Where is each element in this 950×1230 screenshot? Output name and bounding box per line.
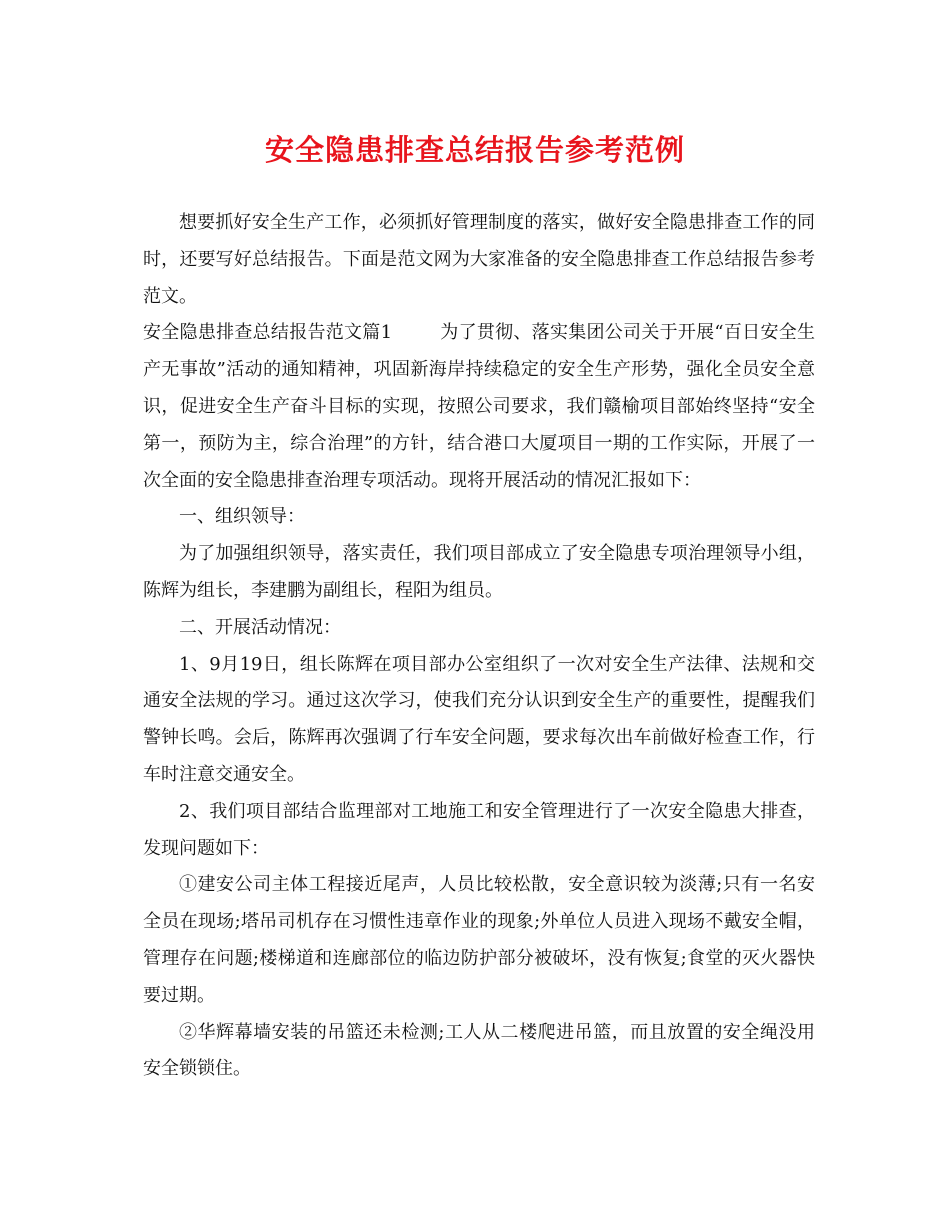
finding1-paragraph: ①建安公司主体工程接近尾声，人员比较松散，安全意识较为淡薄;只有一名安全员在现场;塔吊司机存在习惯性违章作业的现象;外单位人员进入现场不戴安全帽，管理存在问题;楼梯道和连廊部位的临边防护部分被破坏，没有恢复;食堂的灭火器快要过期。 <box>143 874 815 1006</box>
sample-paragraph <box>143 315 815 499</box>
sample-intro: 为了贯彻、落实集团公司关于开展“百日安全生产无事故”活动的通知精神，巩固新海岸持续稳定的安全生产形势，强化全员安全意识，促进安全生产奋斗目标的实现，按照公司要求，我们赣榆项目部始终坚持“安全第一，预防为主，综合治理”的方针，结合港口大厦项目一期的工作实际，开展了一次全面的安全隐患排查治理专项活动。现将开展活动的情况汇报如下： <box>143 322 816 491</box>
section2-heading: 二、开展活动情况： <box>179 616 341 638</box>
section1-paragraph: 为了加强组织领导，落实责任，我们项目部成立了安全隐患专项治理领导小组，陈辉为组长，李建鹏为副组长，程阳为组员。 <box>143 543 815 601</box>
sample-heading: 安全隐患排查总结报告范文篇1 <box>143 322 393 344</box>
section1-heading: 一、组织领导： <box>179 506 305 528</box>
item1-paragraph: 1、9月19日，组长陈辉在项目部办公室组织了一次对安全生产法律、法规和交通安全法规的学习。通过这次学习，使我们充分认识到安全生产的重要性，提醒我们警钟长鸣。会后，陈辉再次强调了行车安全问题，要求每次出车前做好检查工作，行车时注意交通安全。 <box>143 653 815 785</box>
document-title: 安全隐患排查总结报告参考范例 <box>264 133 685 167</box>
item2-paragraph: 2、我们项目部结合监理部对工地施工和安全管理进行了一次安全隐患大排查，发现问题如下： <box>143 800 815 859</box>
intro-paragraph: 想要抓好安全生产工作，必须抓好管理制度的落实，做好安全隐患排查工作的同时，还要写好总结报告。下面是范文网为大家准备的安全隐患排查工作总结报告参考范文。 <box>143 212 815 307</box>
document-body <box>143 205 815 1088</box>
finding2-paragraph: ②华辉幕墙安装的吊篮还未检测;工人从二楼爬进吊篮，而且放置的安全绳没用安全锁锁住。 <box>143 1021 815 1080</box>
